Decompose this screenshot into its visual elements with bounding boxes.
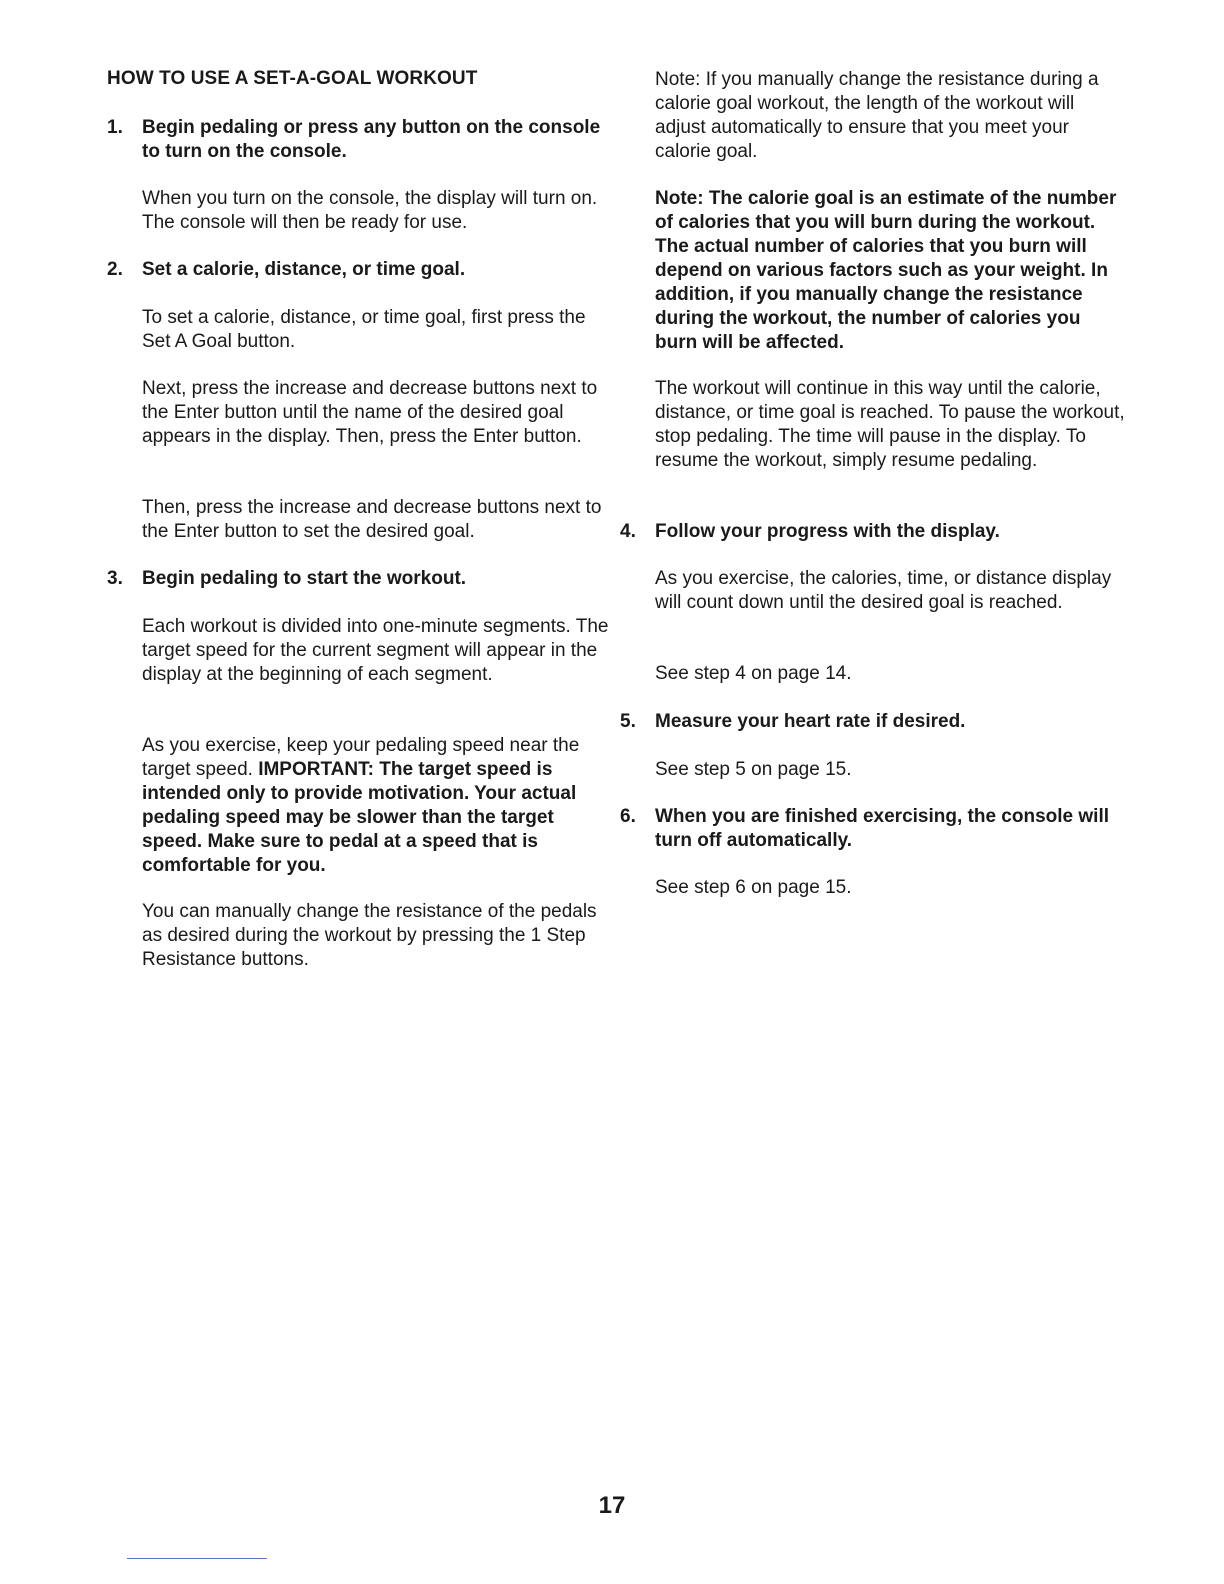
step-2-paragraph-2: Next, press the increase and decrease buttons next to the Enter button until the name of the desired goal appears in the display. Then, press the Enter button. xyxy=(142,378,598,447)
step-number: 5. xyxy=(620,711,636,732)
step-number: 3. xyxy=(107,568,123,589)
step-title: Set a calorie, distance, or time goal. xyxy=(142,259,466,280)
footer-rule xyxy=(127,1558,267,1559)
paragraph-text: As you exercise, keep your pedaling speed near the target speed. xyxy=(142,735,580,780)
step-title: Follow your progress with the display. xyxy=(655,521,1000,542)
continue-paragraph: The workout will continue in this way until the calorie, distance, or time goal is reached. To pause the workout, stop pedaling. The time will pause in the display. To resume the workout, simply resume pedaling. xyxy=(655,378,1125,471)
step-2-paragraph-3: Then, press the increase and decrease buttons next to the Enter button to set the desired goal. xyxy=(142,497,602,542)
step-4-paragraph-1: As you exercise, the calories, time, or distance display will count down until the desired goal is reached. xyxy=(655,568,1112,613)
step-6-paragraph: See step 6 on page 15. xyxy=(655,877,852,898)
step-3-paragraph-1: Each workout is divided into one-minute segments. The target speed for the current segment will appear in the display at the beginning of each segment. xyxy=(142,616,609,685)
step-title: Begin pedaling to start the workout. xyxy=(142,568,467,589)
step-5-paragraph: See step 5 on page 15. xyxy=(655,759,852,780)
step-2-paragraph-1: To set a calorie, distance, or time goal, first press the Set A Goal button. xyxy=(142,307,586,352)
step-title: Measure your heart rate if desired. xyxy=(655,711,966,732)
section-heading: HOW TO USE A SET-A-GOAL WORKOUT xyxy=(107,68,478,89)
step-number: 4. xyxy=(620,521,636,542)
step-3-paragraph-2 xyxy=(142,734,612,878)
page-number: 17 xyxy=(598,1492,626,1519)
step-number: 1. xyxy=(107,117,123,138)
step-4-paragraph-2: See step 4 on page 14. xyxy=(655,663,852,684)
note-resistance: Note: If you manually change the resistance during a calorie goal workout, the length of the workout will adjust automatically to ensure that you meet your calorie goal. xyxy=(655,69,1099,162)
step-number: 6. xyxy=(620,806,636,827)
step-number: 2. xyxy=(107,259,123,280)
important-notice: IMPORTANT: The target speed is intended only to provide motivation. Your actual pedaling speed may be slower than the target speed. Make sure to pedal at a speed that is comfortable for you. xyxy=(142,759,577,876)
note-calorie-estimate: Note: The calorie goal is an estimate of the number of calories that you will burn during the workout. The actual number of calories that you burn will depend on various factors such as your weight. In addition, if you manually change the resistance during the workout, the number of calories you burn will be affected. xyxy=(655,188,1117,353)
step-3-paragraph-3: You can manually change the resistance of the pedals as desired during the workout by pressing the 1 Step Resistance buttons. xyxy=(142,901,597,970)
step-title: When you are finished exercising, the console will turn off automatically. xyxy=(655,806,1109,851)
step-1-paragraph: When you turn on the console, the display will turn on. The console will then be ready for use. xyxy=(142,188,598,233)
step-title: Begin pedaling or press any button on the console to turn on the console. xyxy=(142,117,601,162)
